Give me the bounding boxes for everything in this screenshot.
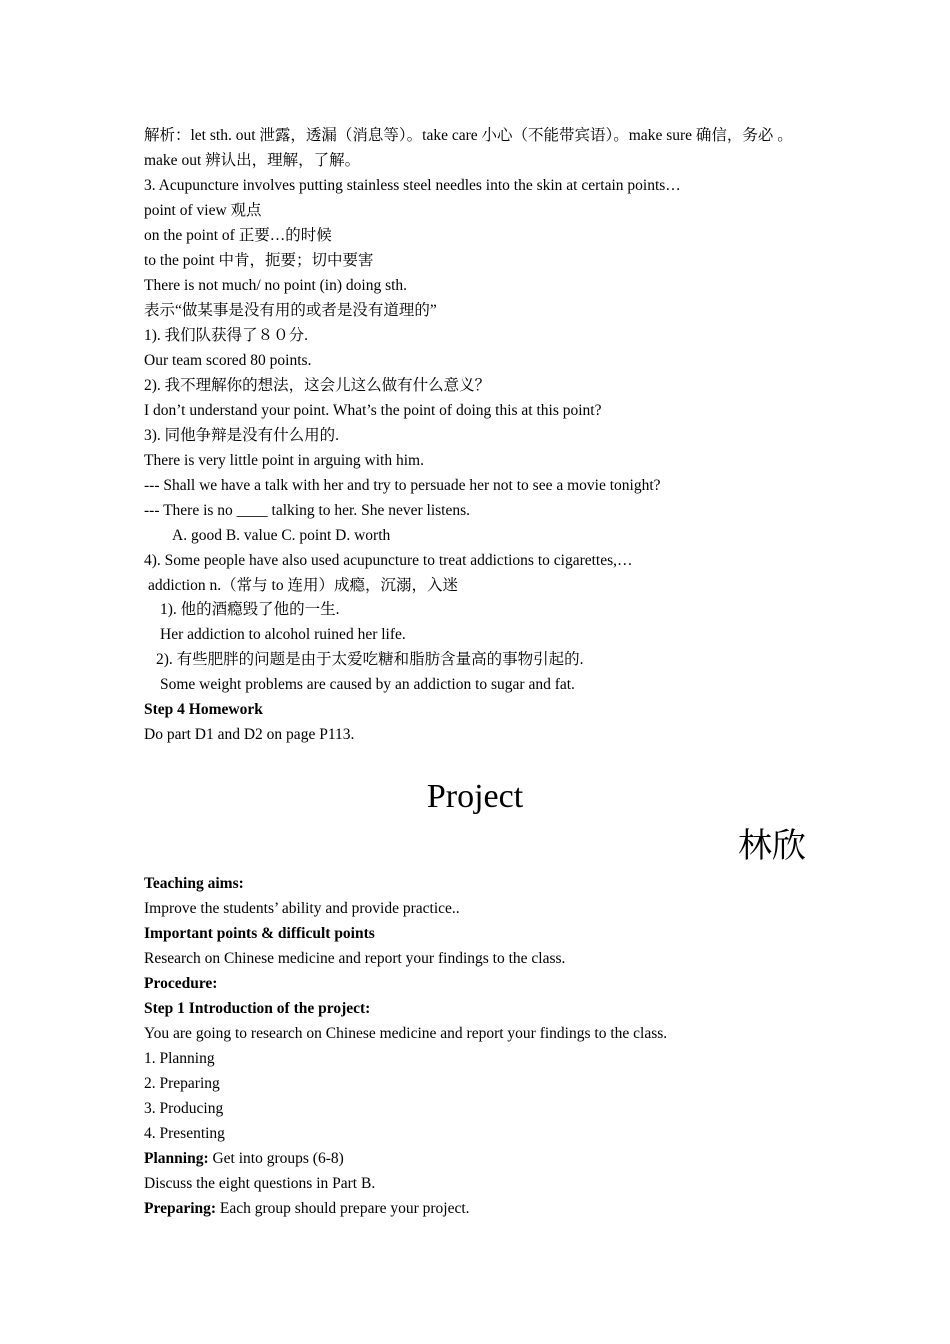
section-heading: Step 4 Homework: [144, 701, 263, 718]
text-line: 2). 我不理解你的想法，这会儿这么做有什么意义？: [144, 377, 491, 394]
text-line: I don’t understand your point. What’s the point of doing this at this point?: [144, 402, 602, 419]
text-line: 4). Some people have also used acupuncture to treat addictions to cigarettes,…: [144, 552, 633, 569]
list-item: 1. Planning: [144, 1050, 215, 1067]
text-line: Our team scored 80 points.: [144, 352, 312, 369]
text-line: Improve the students’ ability and provide practice..: [144, 900, 460, 917]
text-line: --- Shall we have a talk with her and try to persuade her not to see a movie tonight?: [144, 477, 661, 494]
page-title: Project: [426, 778, 524, 815]
text-line: point of view 观点: [144, 202, 262, 219]
text-line: Some weight problems are caused by an addiction to sugar and fat.: [160, 676, 575, 693]
list-item: 4. Presenting: [144, 1125, 225, 1142]
text-line: Discuss the eight questions in Part B.: [144, 1175, 376, 1192]
text-line: on the point of 正要…的时候: [144, 227, 332, 244]
text-line: --- There is no ____ talking to her. She never listens.: [144, 502, 471, 519]
text-line: 2). 有些肥胖的问题是由于太爱吃糖和脂肪含量高的事物引起的.: [156, 651, 584, 668]
text-line: There is not much/ no point (in) doing sth.: [144, 277, 408, 294]
list-item: 3. Producing: [144, 1100, 224, 1117]
section-heading: Important points & difficult points: [144, 925, 375, 942]
text-line: 3. Acupuncture involves putting stainless steel needles into the skin at certain points…: [144, 177, 681, 194]
text-line: addiction n.（常与 to 连用）成瘾，沉溺，入迷: [148, 577, 458, 594]
section-heading: Procedure:: [144, 975, 218, 992]
answer-options: A. good B. value C. point D. worth: [172, 527, 391, 544]
planning-line: [144, 1149, 344, 1169]
text-line: 3). 同他争辩是没有什么用的.: [144, 427, 340, 444]
text-line: Research on Chinese medicine and report your findings to the class.: [144, 950, 566, 967]
section-heading: Step 1 Introduction of the project:: [144, 1000, 371, 1017]
text-line: 表示“做某事是没有用的或者是没有道理的”: [144, 302, 437, 319]
text-line: make out 辨认出，理解，了解。: [144, 152, 361, 169]
text-line: You are going to research on Chinese medicine and report your findings to the class.: [144, 1025, 668, 1042]
preparing-text: Each group should prepare your project.: [216, 1200, 470, 1217]
text-line: Do part D1 and D2 on page P113.: [144, 726, 355, 743]
text-line: 1). 他的酒瘾毁了他的一生.: [160, 601, 340, 618]
text-line: Her addiction to alcohol ruined her life.: [160, 626, 406, 643]
preparing-label: Preparing:: [144, 1200, 217, 1217]
planning-text: Get into groups (6-8): [208, 1150, 344, 1167]
author-name: 林欣: [738, 826, 806, 866]
text-line: 1). 我们队获得了８０分.: [144, 327, 309, 344]
preparing-line: [144, 1199, 470, 1219]
text-line: to the point 中肯，扼要；切中要害: [144, 252, 374, 269]
planning-label: Planning:: [144, 1150, 209, 1167]
text-line: 解析：let sth. out 泄露，透漏（消息等）。take care 小心（不能带宾语）。make sure 确信，务必 。: [144, 127, 793, 144]
section-heading: Teaching aims:: [144, 875, 244, 892]
text-line: There is very little point in arguing with him.: [144, 452, 424, 469]
list-item: 2. Preparing: [144, 1075, 220, 1092]
